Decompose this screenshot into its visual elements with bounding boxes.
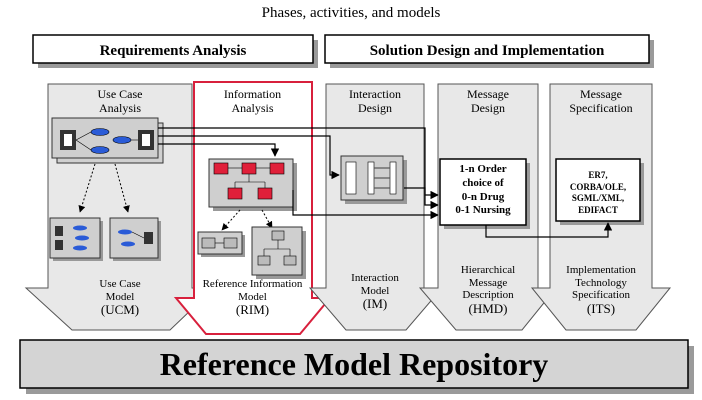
its-box-text: ER7, CORBA/OLE, SGML/XML, EDIFACT: [569, 170, 627, 216]
model-label-its: Implementation Technology Specification (ITS): [566, 264, 636, 316]
phase-label-solution: Solution Design and Implementation: [369, 43, 605, 59]
repository-label: Reference Model Repository: [159, 346, 549, 382]
activity-label-hmd: Message Design: [467, 87, 509, 115]
model-label-hmd: Hierarchical Message Description (HMD): [460, 264, 516, 316]
repository-bar: [20, 340, 694, 394]
use-case-detail-icon: [50, 218, 103, 261]
use-case-detail-icon: [110, 218, 161, 261]
information-model-detail-icon: [198, 232, 245, 257]
phase-banner-solution: [325, 35, 654, 68]
phase-label-requirements: Requirements Analysis: [99, 43, 247, 59]
activity-label-ucm: Use Case Analysis: [97, 87, 143, 115]
hmd-box-text: 1-n Order choice of 0-n Drug 0-1 Nursing: [455, 163, 511, 217]
model-label-ucm: Use Case Model (UCM): [99, 278, 141, 318]
diagram-title: Phases, activities, and models: [261, 5, 441, 21]
use-case-diagram-icon: [52, 118, 163, 163]
interaction-diagram-icon: [341, 156, 407, 204]
information-model-detail-icon: [252, 227, 306, 279]
phase-banner-requirements: [33, 35, 318, 68]
activity-label-rim: Information Analysis: [223, 87, 282, 115]
activity-label-im: Interaction Design: [349, 87, 401, 115]
model-label-im: Interaction Model (IM): [351, 272, 399, 312]
model-label-rim: Reference Information Model (RIM): [202, 278, 303, 318]
activity-label-its: Message Specification: [569, 87, 633, 115]
information-model-icon: [209, 159, 297, 211]
